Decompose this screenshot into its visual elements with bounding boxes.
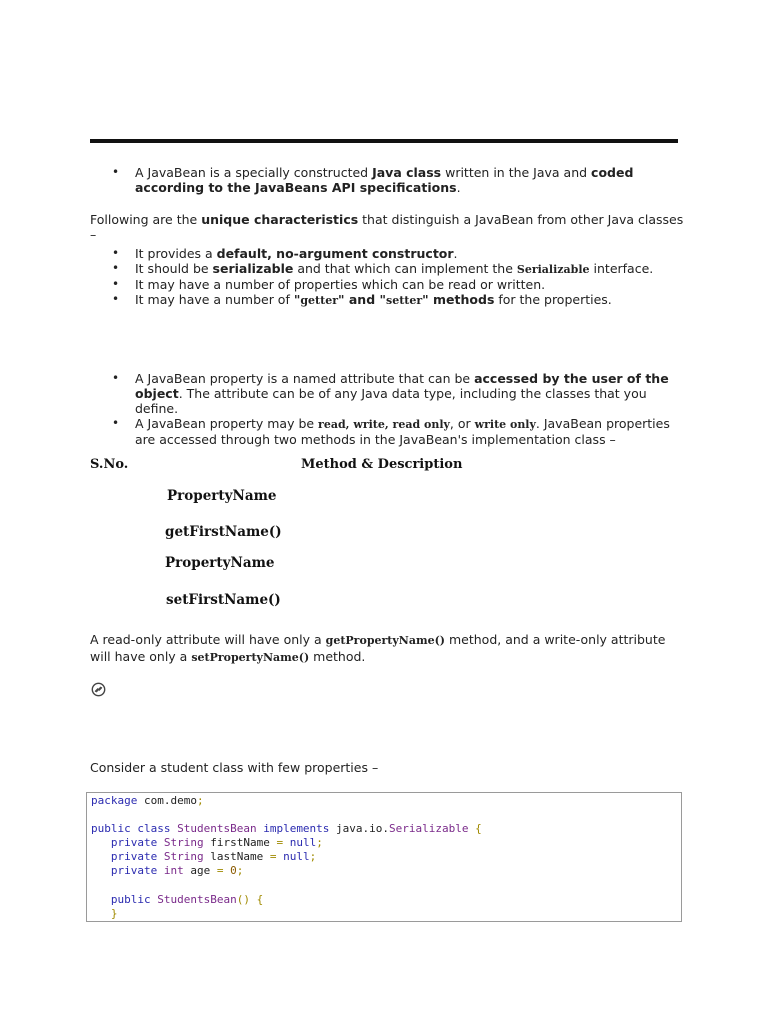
table-cell: PropertyName [165, 555, 275, 571]
list-item: • A JavaBean property may be read, write, read only, or write only. JavaBean properties are accessed through two methods in the JavaBean's implementation class – [90, 416, 680, 447]
list-item: • It provides a default, no-argument constructor. [90, 246, 690, 261]
intro-list [90, 165, 680, 195]
link-broken-icon[interactable] [91, 682, 106, 697]
top-divider [90, 139, 678, 143]
list-item: • A JavaBean property is a named attribute that can be accessed by the user of the object. The attribute can be of any Java data type, including the classes that you define. [90, 371, 680, 416]
code-block[interactable]: package com.demo; public class StudentsBean implements java.io.Serializable { private String firstName = null; private String lastName = null; private int age = 0; public StudentsBean() { } [86, 792, 682, 922]
characteristics-intro: Following are the unique characteristics that distinguish a JavaBean from other Java classes – [90, 212, 684, 242]
characteristics-list [90, 246, 690, 308]
properties-list [90, 371, 680, 447]
table-cell: setFirstName() [166, 592, 281, 608]
consider-text: Consider a student class with few properties – [90, 760, 379, 775]
readonly-paragraph: A read-only attribute will have only a getPropertyName() method, and a write-only attribute will have only a setPropertyName() method. [90, 632, 666, 664]
list-item: • It should be serializable and that which can implement the Serializable interface. [90, 261, 690, 277]
list-item: • It may have a number of properties which can be read or written. [90, 277, 690, 292]
list-item: • A JavaBean is a specially constructed Java class written in the Java and coded according to the JavaBeans API specifications. [90, 165, 680, 195]
table-cell: PropertyName [167, 488, 277, 504]
table-header-sno: S.No. [90, 457, 129, 472]
table-cell: getFirstName() [165, 524, 282, 540]
table-header-method: Method & Description [301, 457, 463, 472]
list-item: • It may have a number of "getter" and "setter" methods for the properties. [90, 292, 690, 308]
